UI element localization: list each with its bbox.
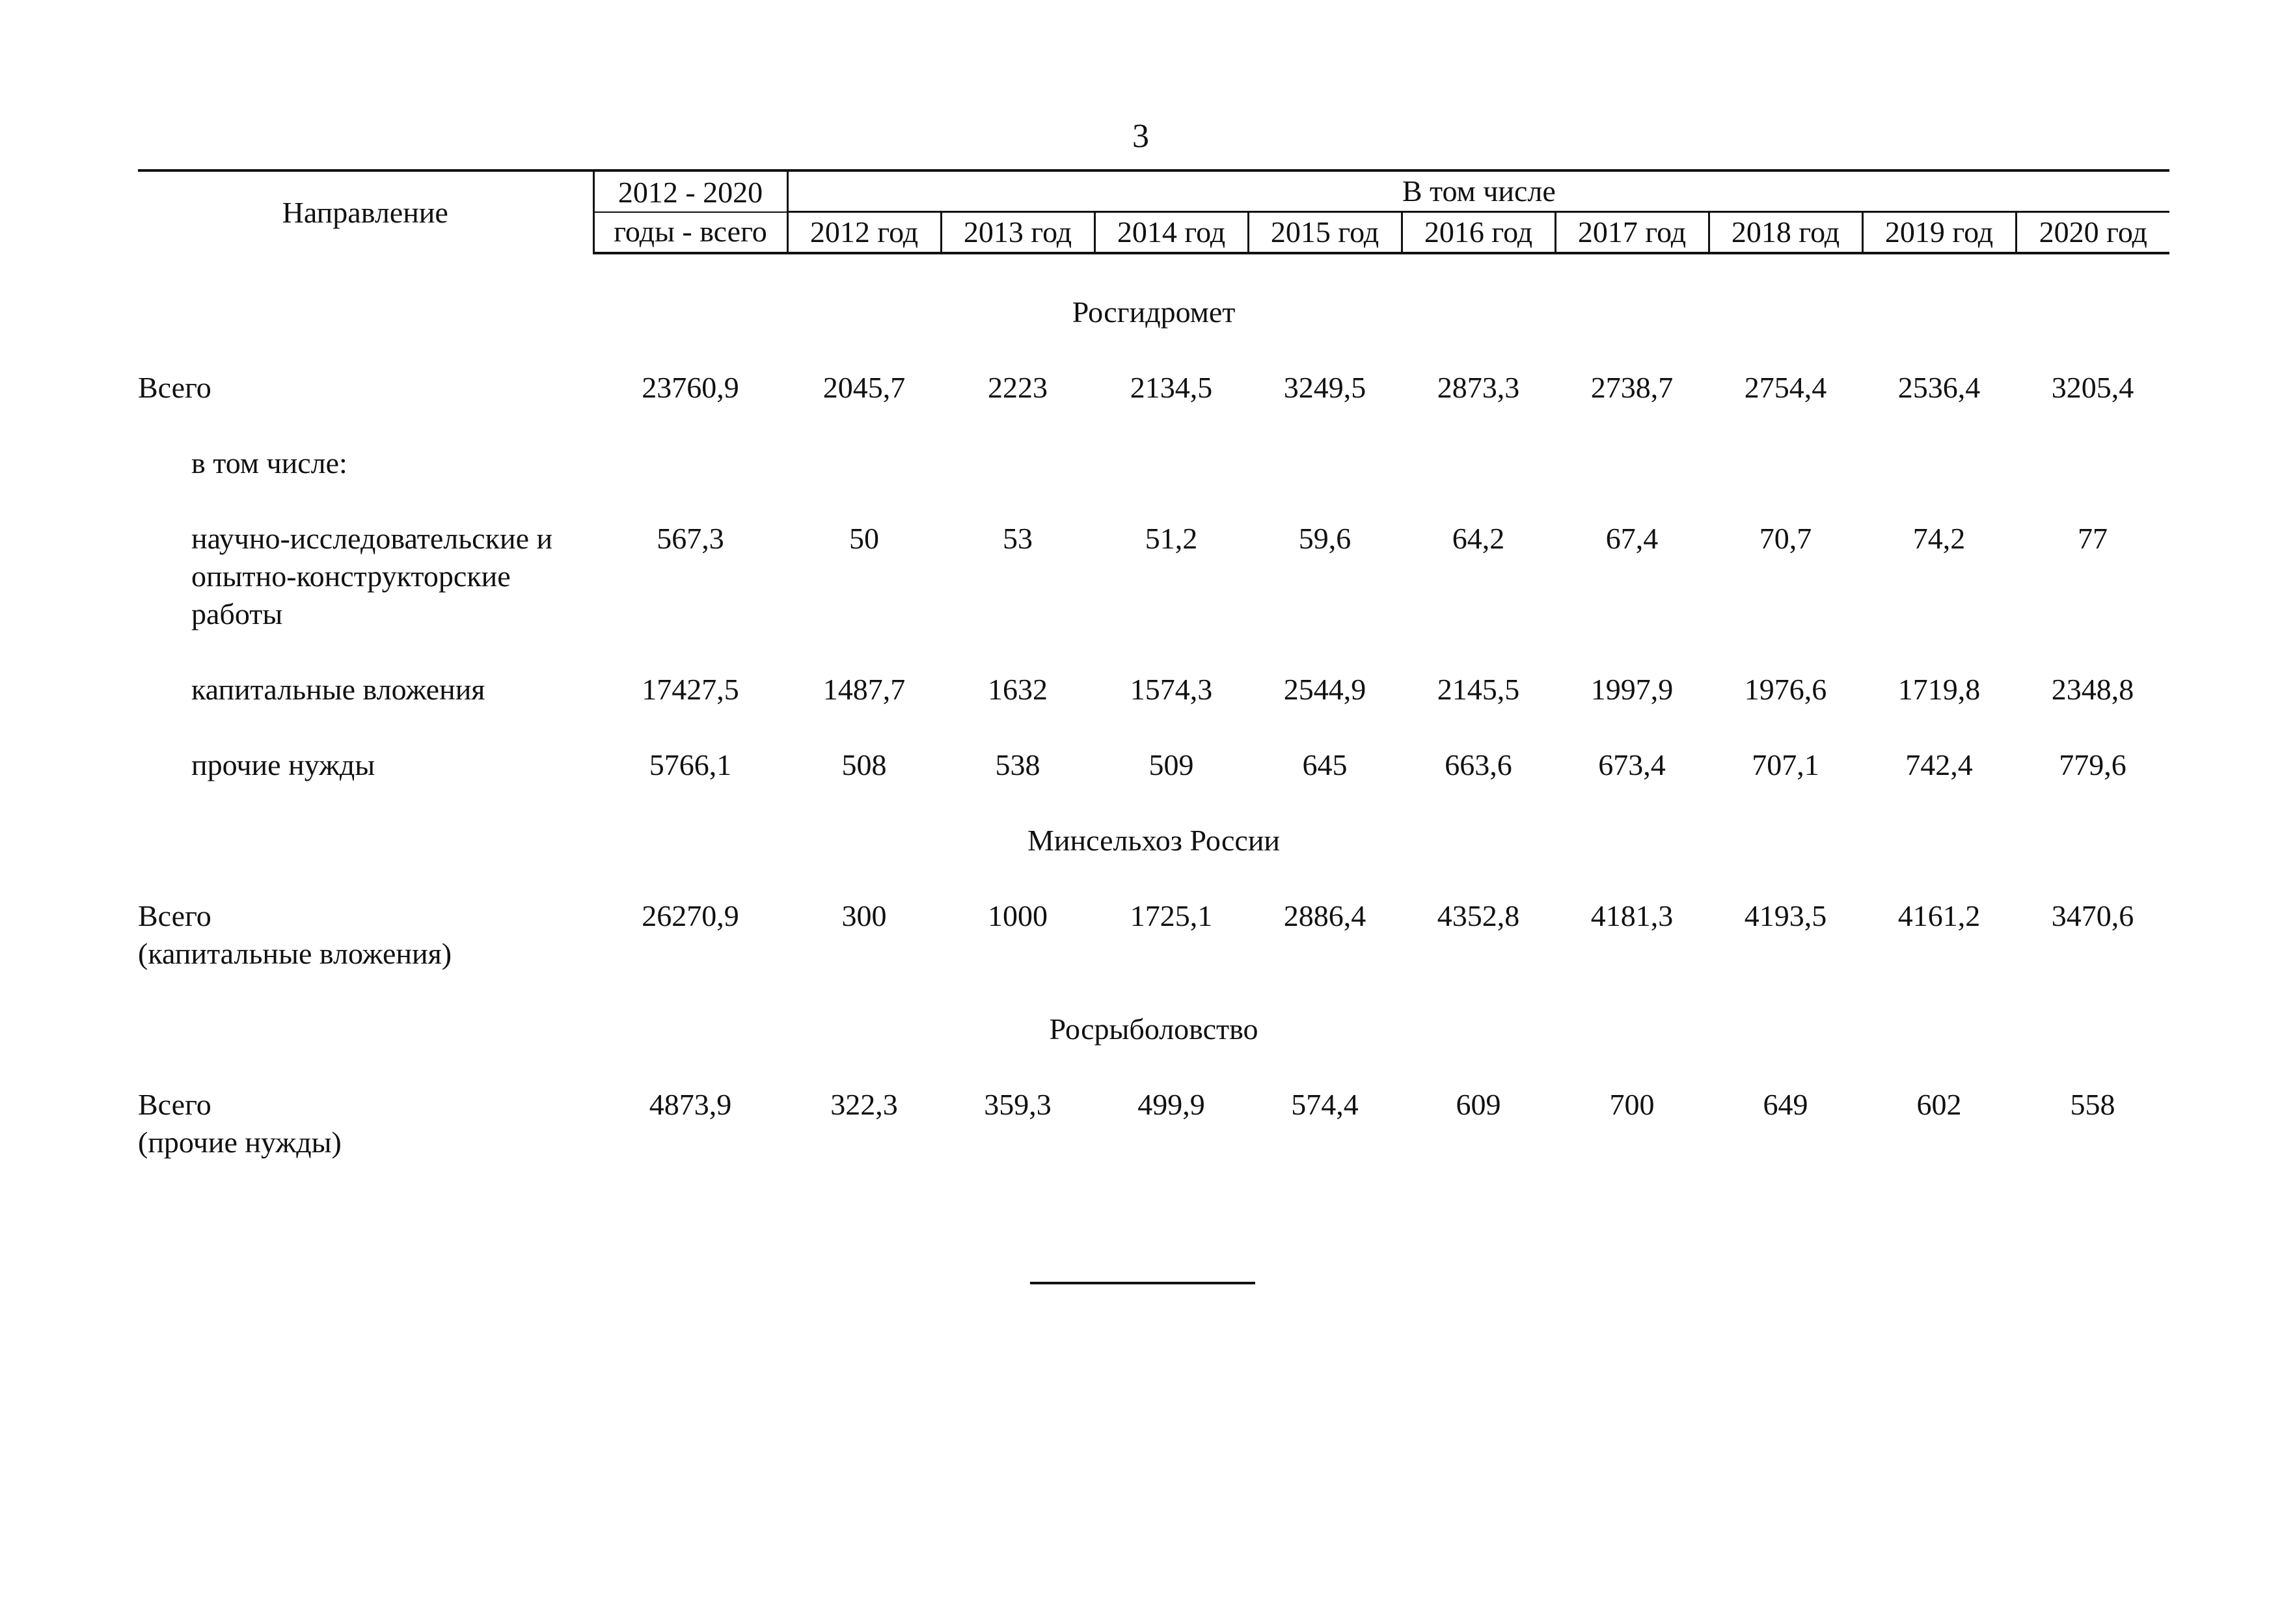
header-total-line1: 2012 - 2020 (593, 170, 787, 212)
value-cell: 4161,2 (1897, 899, 1981, 932)
row-label-line: (капитальные вложения) (138, 937, 452, 970)
value-cell: 609 (1456, 1088, 1501, 1121)
value-cell: 2145,5 (1437, 673, 1520, 706)
section-heading-row (138, 293, 2169, 331)
value-cell: 74,2 (1912, 522, 1966, 555)
value-cell: 1997,9 (1590, 673, 1674, 706)
row-label: капитальные вложения (191, 673, 485, 706)
value-cell: 663,6 (1445, 748, 1512, 781)
value-cell: 2348,8 (2051, 673, 2134, 706)
row-label: научно-исследовательские и опытно-конструкторские работы (191, 522, 553, 630)
value-cell: 1719,8 (1897, 673, 1981, 706)
value-cell: 508 (841, 748, 887, 781)
value-cell: 649 (1763, 1088, 1808, 1121)
header-year: 2020 год (2016, 212, 2169, 254)
value-cell: 64,2 (1452, 522, 1505, 555)
value-cell: 2536,4 (1897, 371, 1981, 404)
value-cell: 5766,1 (649, 748, 732, 781)
value-cell: 742,4 (1905, 748, 1973, 781)
table-row (138, 897, 2169, 973)
value-cell: 700 (1609, 1088, 1655, 1121)
value-cell: 2738,7 (1590, 371, 1674, 404)
value-cell: 2886,4 (1283, 899, 1366, 932)
value-cell: 26270,9 (642, 899, 739, 932)
value-cell: 1000 (988, 899, 1048, 932)
value-cell: 359,3 (984, 1088, 1052, 1121)
value-cell: 3205,4 (2051, 371, 2134, 404)
section-heading-row (138, 822, 2169, 859)
row-label (138, 897, 593, 973)
header-year: 2014 год (1094, 212, 1248, 254)
value-cell: 509 (1148, 748, 1194, 781)
value-cell: 2045,7 (822, 371, 906, 404)
value-cell: 4873,9 (649, 1088, 732, 1121)
budget-table (138, 169, 2169, 1161)
value-cell: 567,3 (657, 522, 724, 555)
value-cell: 70,7 (1759, 522, 1812, 555)
page-number: 3 (1132, 118, 1149, 155)
value-cell: 1632 (988, 673, 1048, 706)
value-cell: 2754,4 (1744, 371, 1827, 404)
value-cell: 499,9 (1137, 1088, 1205, 1121)
value-cell: 2873,3 (1437, 371, 1520, 404)
table-row (138, 444, 2169, 482)
section-heading: Минсельхоз России (1027, 824, 1281, 857)
value-cell: 4181,3 (1590, 899, 1674, 932)
value-cell: 2544,9 (1283, 673, 1366, 706)
row-label (138, 1086, 593, 1161)
row-label: прочие нужды (191, 748, 375, 781)
value-cell: 1725,1 (1130, 899, 1213, 932)
header-year: 2016 год (1402, 212, 1555, 254)
table-row (138, 1086, 2169, 1161)
value-cell: 17427,5 (642, 673, 739, 706)
value-cell: 645 (1302, 748, 1348, 781)
section-heading: Росгидромет (1072, 295, 1236, 329)
table-row (138, 520, 2169, 633)
value-cell: 1976,6 (1744, 673, 1827, 706)
row-label: Всего (138, 371, 211, 404)
value-cell: 1487,7 (822, 673, 906, 706)
row-label-line: Всего (138, 1088, 211, 1121)
table-row (138, 746, 2169, 784)
value-cell: 2134,5 (1130, 371, 1213, 404)
header-year: 2015 год (1248, 212, 1402, 254)
value-cell: 3249,5 (1283, 371, 1366, 404)
value-cell: 558 (2070, 1088, 2115, 1121)
value-cell: 574,4 (1291, 1088, 1359, 1121)
table-row (138, 369, 2169, 407)
value-cell: 602 (1916, 1088, 1962, 1121)
row-label-line: Всего (138, 899, 211, 932)
table-row (138, 671, 2169, 709)
end-divider (1030, 1282, 1255, 1284)
value-cell: 779,6 (2059, 748, 2126, 781)
header-year: 2012 год (787, 212, 941, 254)
value-cell: 322,3 (830, 1088, 898, 1121)
header-year: 2017 год (1555, 212, 1709, 254)
header-direction: Направление (138, 170, 593, 253)
value-cell: 67,4 (1605, 522, 1659, 555)
value-cell: 50 (849, 522, 879, 555)
section-heading-row (138, 1010, 2169, 1048)
including-label: в том числе: (191, 446, 347, 480)
header-including: В том числе (787, 170, 2169, 212)
header-year: 2013 год (941, 212, 1094, 254)
value-cell: 51,2 (1145, 522, 1198, 555)
value-cell: 53 (1003, 522, 1033, 555)
value-cell: 673,4 (1598, 748, 1666, 781)
value-cell: 4352,8 (1437, 899, 1520, 932)
row-label-line: (прочие нужды) (138, 1126, 342, 1159)
value-cell: 300 (841, 899, 887, 932)
header-row-1 (138, 170, 2169, 212)
value-cell: 77 (2078, 522, 2108, 555)
value-cell: 2223 (988, 371, 1048, 404)
section-heading: Росрыболовство (1049, 1012, 1258, 1046)
header-year: 2019 год (1862, 212, 2016, 254)
value-cell: 538 (995, 748, 1040, 781)
value-cell: 707,1 (1752, 748, 1819, 781)
value-cell: 23760,9 (642, 371, 739, 404)
value-cell: 1574,3 (1130, 673, 1213, 706)
value-cell: 4193,5 (1744, 899, 1827, 932)
header-total-line2: годы - всего (593, 212, 787, 254)
value-cell: 3470,6 (2051, 899, 2134, 932)
value-cell: 59,6 (1298, 522, 1352, 555)
header-year: 2018 год (1709, 212, 1862, 254)
